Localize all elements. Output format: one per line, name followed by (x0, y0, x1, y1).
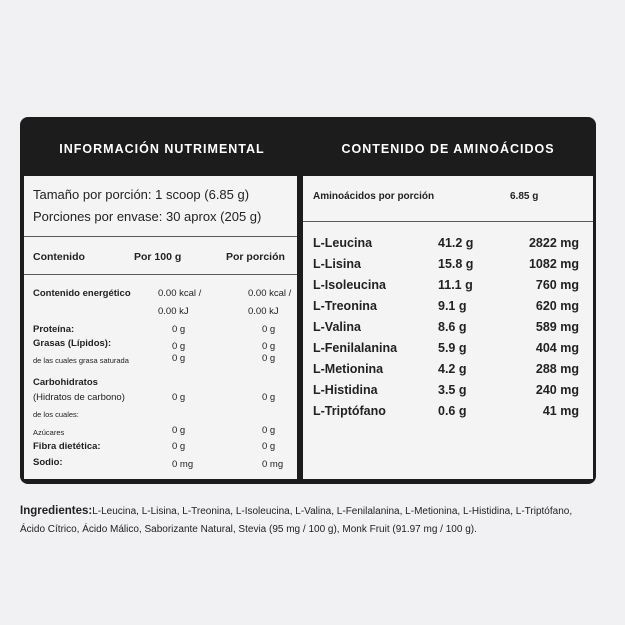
amino-grams: 11.1 g (438, 278, 473, 292)
col-header-per100: Por 100 g (134, 251, 182, 263)
fiber-per100: 0 g (172, 441, 186, 452)
amino-name: L-Isoleucina (313, 278, 386, 292)
sodium-per100: 0 mg (172, 459, 194, 470)
amino-grams: 15.8 g (438, 257, 474, 271)
energy-per100-kcal: 0.00 kcal / (158, 288, 202, 299)
amino-name: L-Treonina (313, 299, 377, 313)
fiber-label: Fibra dietética: (33, 441, 101, 452)
ingredients-label: Ingredientes: (20, 505, 93, 517)
energy-label: Contenido energético (33, 288, 131, 299)
amino-mg: 760 mg (535, 278, 579, 292)
energy-per100-kj: 0.00 kJ (158, 306, 189, 317)
amino-row (313, 383, 579, 403)
fat-label: Grasas (Lípidos): (33, 338, 112, 349)
nutrition-title: INFORMACIÓN NUTRIMENTAL (59, 142, 265, 156)
carbs-sublabel: (Hidratos de carbono) (33, 392, 125, 403)
col-header-content: Contenido (33, 251, 85, 263)
ingredients-line-2: Ácido Cítrico, Ácido Málico, Saborizante Natural, Stevia (95 mg / 100 g), Monk Fruit (91.97 mg / 100 g). (20, 524, 477, 535)
amino-grams: 9.1 g (438, 299, 467, 313)
sugars-serving: 0 g (262, 425, 276, 436)
col-header-serving: Por porción (226, 251, 285, 263)
amino-mg: 589 mg (535, 320, 579, 334)
amino-name: L-Histidina (313, 383, 378, 397)
fat-serving: 0 g (262, 341, 276, 352)
amino-row (313, 404, 579, 424)
amino-name: L-Triptófano (313, 404, 386, 418)
of-which-label: de los cuales: (33, 410, 79, 419)
amino-mg: 2822 mg (528, 236, 579, 250)
energy-serving-kcal: 0.00 kcal / (248, 288, 292, 299)
amino-row (313, 341, 579, 361)
amino-mg: 41 mg (542, 404, 579, 418)
sodium-serving: 0 mg (262, 459, 284, 470)
protein-label: Proteína: (33, 324, 75, 335)
divider (24, 236, 297, 237)
amino-name: L-Leucina (313, 236, 373, 250)
saturated-label: de las cuales grasa saturada (33, 356, 129, 365)
amino-row (313, 236, 579, 256)
carbs-per100: 0 g (172, 392, 186, 403)
amino-header-label: Aminoácidos por porción (313, 191, 435, 202)
ingredients-block (20, 502, 610, 539)
sodium-label: Sodio: (33, 457, 63, 468)
amino-header-value: 6.85 g (510, 191, 539, 202)
amino-grams: 3.5 g (438, 383, 467, 397)
amino-row (313, 320, 579, 340)
saturated-serving: 0 g (262, 353, 276, 364)
servings-per-container: Porciones por envase: 30 aprox (205 g) (33, 209, 262, 224)
amino-grams: 4.2 g (438, 362, 467, 376)
protein-serving: 0 g (262, 324, 276, 335)
amino-mg: 240 mg (535, 383, 579, 397)
amino-row (313, 257, 579, 277)
sugars-label: Azúcares (33, 428, 65, 437)
amino-row (313, 362, 579, 382)
amino-mg: 288 mg (535, 362, 579, 376)
amino-name: L-Fenilalanina (313, 341, 398, 355)
amino-row (313, 299, 579, 319)
amino-mg: 404 mg (535, 341, 579, 355)
amino-title: CONTENIDO DE AMINOÁCIDOS (341, 142, 555, 156)
fiber-serving: 0 g (262, 441, 276, 452)
amino-name: L-Lisina (313, 257, 361, 271)
amino-row (313, 278, 579, 298)
amino-grams: 0.6 g (438, 404, 467, 418)
amino-grams: 41.2 g (438, 236, 474, 250)
fat-per100: 0 g (172, 341, 186, 352)
sugars-per100: 0 g (172, 425, 186, 436)
divider (303, 221, 593, 222)
protein-per100: 0 g (172, 324, 186, 335)
amino-mg: 620 mg (535, 299, 579, 313)
saturated-per100: 0 g (172, 353, 186, 364)
amino-grams: 8.6 g (438, 320, 467, 334)
divider (24, 274, 297, 275)
amino-mg: 1082 mg (528, 257, 579, 271)
ingredients-line-1: L-Leucina, L-Lisina, L-Treonina, L-Isoleucina, L-Valina, L-Fenilalanina, L-Metionina, L-Histidina, L-Triptófano, (92, 506, 573, 517)
amino-grams: 5.9 g (438, 341, 467, 355)
serving-size: Tamaño por porción: 1 scoop (6.85 g) (33, 187, 250, 202)
energy-serving-kj: 0.00 kJ (248, 306, 279, 317)
amino-name: L-Valina (313, 320, 361, 334)
carbs-serving: 0 g (262, 392, 276, 403)
carbs-label: Carbohidratos (33, 377, 98, 388)
amino-name: L-Metionina (313, 362, 384, 376)
